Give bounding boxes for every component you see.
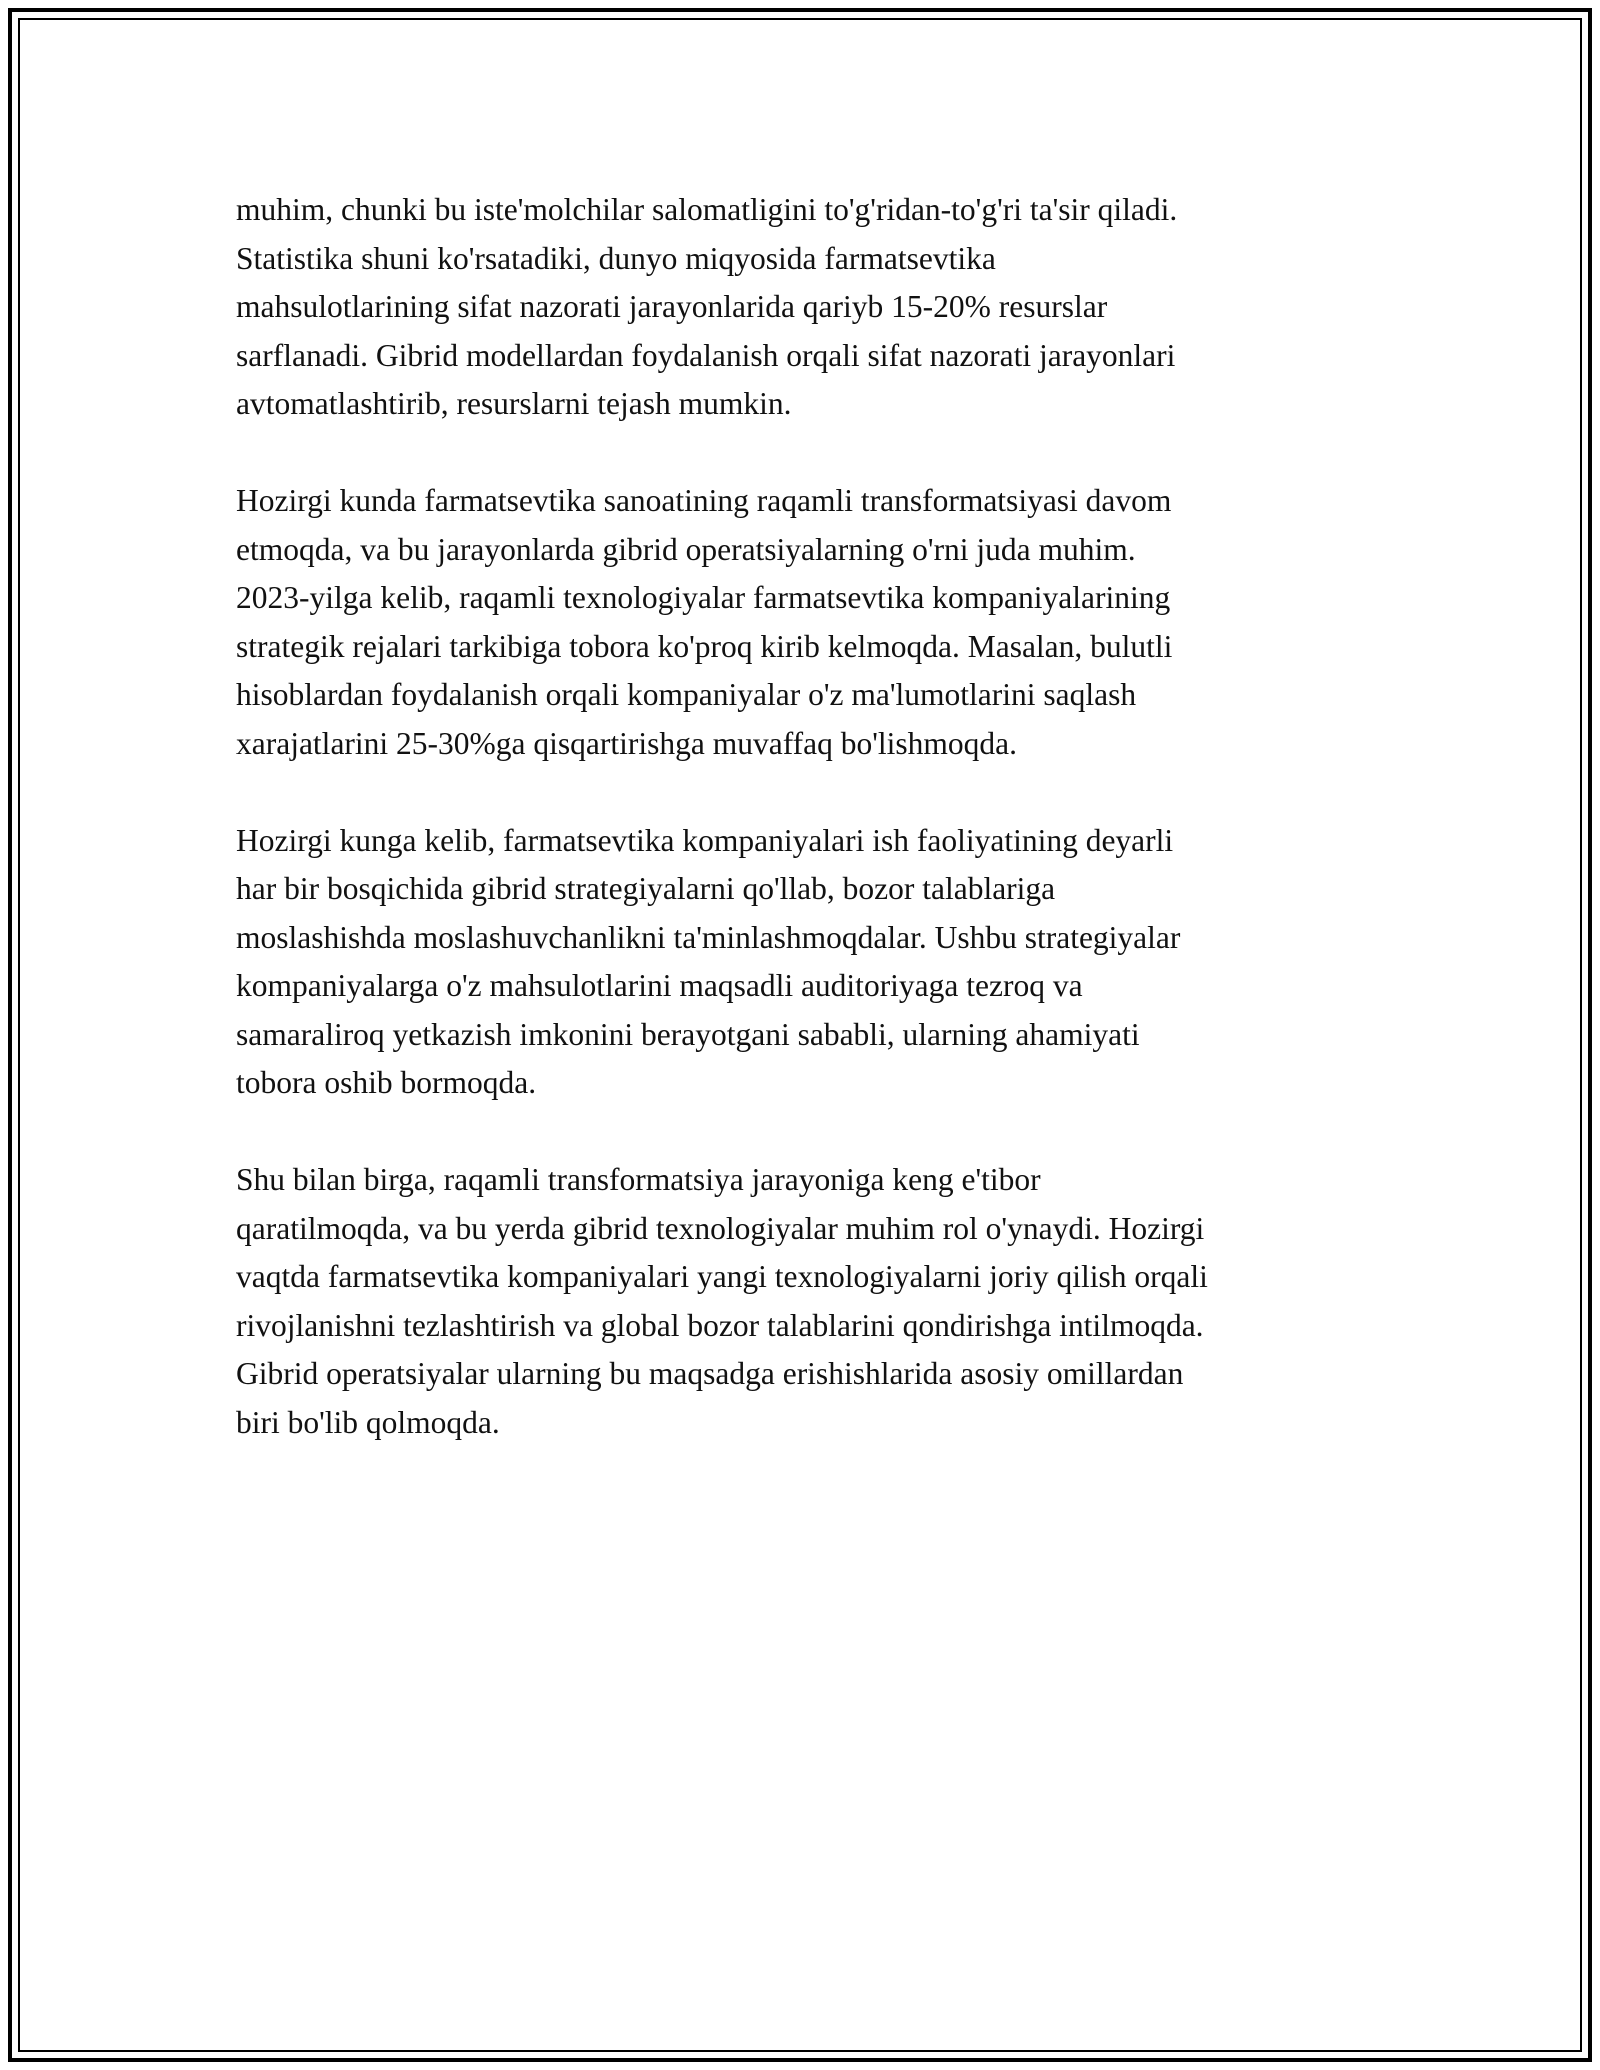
paragraph-3	[236, 817, 1376, 1108]
text-line: moslashishda moslashuvchanlikni ta'minlashmoqdalar. Ushbu strategiyalar	[236, 919, 1181, 955]
text-line: Hozirgi kunda farmatsevtika sanoatining raqamli transformatsiyasi davom	[236, 483, 1172, 518]
text-line: rivojlanishni tezlashtirish va global bozor talablarini qondirishga intilmoqda.	[236, 1307, 1204, 1343]
text-line: har bir bosqichida gibrid strategiyalarni qo'llab, bozor talablariga	[236, 871, 1056, 906]
text-line: hisoblardan foydalanish orqali kompaniyalar o'z ma'lumotlarini saqlash	[236, 677, 1137, 712]
text-line: xarajatlarini 25-30%ga qisqartirishga muvaffaq bo'lishmoqda.	[236, 725, 1018, 761]
document-body	[236, 186, 1376, 1496]
paragraph-2	[236, 477, 1376, 768]
text-line: sarflanadi. Gibrid modellardan foydalanish orqali sifat nazorati jarayonlari	[236, 337, 1176, 373]
text-line: kompaniyalarga o'z mahsulotlarini maqsadli auditoriyaga tezroq va	[236, 968, 1083, 1003]
text-line: mahsulotlarining sifat nazorati jarayonlarida qariyb 15-20% resurslar	[236, 289, 1108, 324]
text-line: tobora oshib bormoqda.	[236, 1065, 537, 1100]
paragraph-4	[236, 1156, 1376, 1447]
text-line: 2023-yilga kelib, raqamli texnologiyalar farmatsevtika kompaniyalarining	[236, 580, 1171, 615]
text-line: Hozirgi kunga kelib, farmatsevtika kompaniyalari ish faoliyatining deyarli	[236, 822, 1174, 858]
text-line: biri bo'lib qolmoqda.	[236, 1404, 500, 1440]
paragraph-1	[236, 186, 1376, 429]
text-line: Gibrid operatsiyalar ularning bu maqsadga erishishlarida asosiy omillardan	[236, 1356, 1184, 1391]
text-line: etmoqda, va bu jarayonlarda gibrid operatsiyalarning o'rni juda muhim.	[236, 531, 1136, 567]
text-line: Statistika shuni ko'rsatadiki, dunyo miqyosida farmatsevtika	[236, 240, 996, 276]
text-line: strategik rejalari tarkibiga tobora ko'proq kirib kelmoqda. Masalan, bulutli	[236, 628, 1173, 664]
text-line: qaratilmoqda, va bu yerda gibrid texnologiyalar muhim rol o'ynaydi. Hozirgi	[236, 1210, 1205, 1246]
text-line: vaqtda farmatsevtika kompaniyalari yangi texnologiyalarni joriy qilish orqali	[236, 1259, 1208, 1294]
text-line: avtomatlashtirib, resurslarni tejash mumkin.	[236, 386, 792, 421]
text-line: muhim, chunki bu iste'molchilar salomatligini to'g'ridan-to'g'ri ta'sir qiladi.	[236, 192, 1178, 227]
text-line: samaraliroq yetkazish imkonini berayotgani sababli, ularning ahamiyati	[236, 1016, 1140, 1052]
text-line: Shu bilan birga, raqamli transformatsiya jarayoniga keng e'tibor	[236, 1162, 1041, 1197]
